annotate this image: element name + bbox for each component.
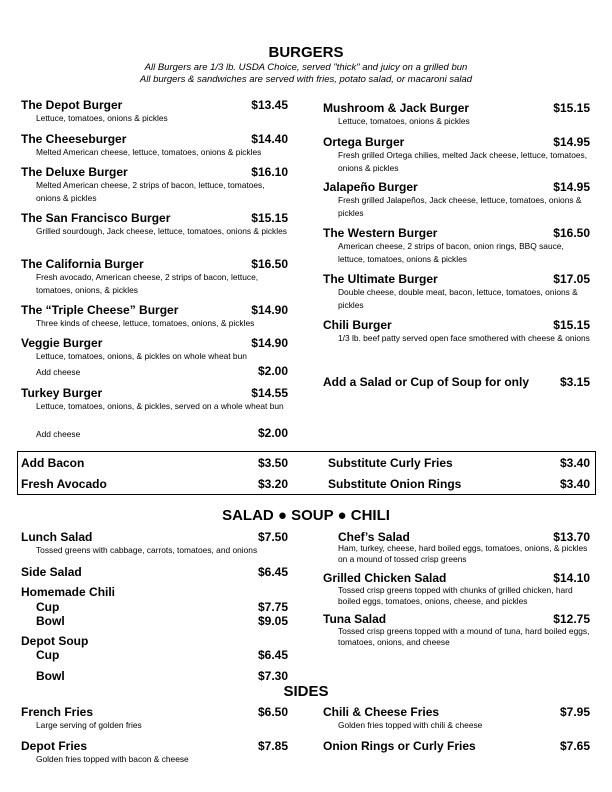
item-price: $14.55 <box>251 386 288 400</box>
item-name: Chili & Cheese Fries <box>323 705 440 719</box>
item-price: $17.05 <box>553 272 590 286</box>
addon-label: Add cheese <box>36 429 81 439</box>
item-name: Turkey Burger <box>21 386 103 400</box>
item-description: Three kinds of cheese, lettuce, tomatoes, onions, & pickles <box>36 318 255 328</box>
item-name: Grilled Chicken Salad <box>323 571 447 585</box>
item-price: $16.10 <box>251 165 288 179</box>
item-description: Melted American cheese, 2 strips of bacon, lettuce, tomatoes, onions & pickles <box>36 180 265 203</box>
item-description: Large serving of golden fries <box>36 720 142 730</box>
item-description: Tossed crisp greens topped with a mound of tuna, hard boiled eggs, tomatoes, onions, and cheese <box>338 626 590 647</box>
item-name: The Western Burger <box>323 226 438 240</box>
item-price: $13.45 <box>251 98 288 112</box>
item-description: American cheese, 2 strips of bacon, onion rings, BBQ sauce, lettuce, tomatoes, onions & pickles <box>338 241 564 264</box>
item-price: $15.15 <box>251 211 288 225</box>
item-price: $14.40 <box>251 132 288 146</box>
item-price: $16.50 <box>251 257 288 271</box>
item-name: Homemade Chili <box>21 585 116 599</box>
item-price: $7.65 <box>559 739 590 753</box>
extra-name: Add Bacon <box>21 456 85 470</box>
item-description: Lettuce, tomatoes, onions & pickles <box>36 113 168 123</box>
item-description: Melted American cheese, lettuce, tomatoes, onions & pickles <box>36 147 262 157</box>
item-price: $6.45 <box>257 565 288 579</box>
item-description: 1/3 lb. beef patty served open face smothered with cheese & onions <box>338 333 590 343</box>
item-size: Bowl <box>36 669 65 683</box>
item-price: $6.45 <box>257 648 288 662</box>
extra-name: Substitute Curly Fries <box>328 456 453 470</box>
extra-price: $3.40 <box>559 477 590 491</box>
item-name: Tuna Salad <box>323 612 387 626</box>
item-name: Mushroom & Jack Burger <box>323 101 470 115</box>
extra-name: Substitute Onion Rings <box>328 477 462 491</box>
item-price: $14.10 <box>553 571 590 585</box>
item-description: Golden fries topped with chili & cheese <box>338 720 483 730</box>
item-description: Golden fries topped with bacon & cheese <box>36 754 189 764</box>
item-price: $7.50 <box>257 530 288 544</box>
burgers-note-1: All Burgers are 1/3 lb. USDA Choice, served "thick" and juicy on a grilled bun <box>144 62 468 73</box>
extra-name: Fresh Avocado <box>21 477 107 491</box>
item-price: $12.75 <box>553 612 590 626</box>
item-description: Tossed greens with cabbage, carrots, tomatoes, and onions <box>36 545 258 555</box>
addon-price: $2.00 <box>257 364 288 378</box>
item-description: Grilled sourdough, Jack cheese, lettuce, tomatoes, onions & pickles <box>36 226 287 236</box>
item-name: The Cheeseburger <box>21 132 127 146</box>
addon-price: $2.00 <box>257 426 288 440</box>
item-name: Chili Burger <box>323 318 392 332</box>
burgers-note-2: All burgers & sandwiches are served with fries, potato salad, or macaroni salad <box>139 74 473 85</box>
item-size: Cup <box>36 648 60 662</box>
item-price: $7.75 <box>257 600 288 614</box>
item-name: Lunch Salad <box>21 530 93 544</box>
item-name: Onion Rings or Curly Fries <box>323 739 476 753</box>
item-price: $13.70 <box>553 530 590 544</box>
extra-price: $3.40 <box>559 456 590 470</box>
item-price: $7.30 <box>257 669 288 683</box>
item-price: $9.05 <box>257 614 288 628</box>
item-price: $14.90 <box>251 303 288 317</box>
item-description: Fresh grilled Jalapeños, Jack cheese, lettuce, tomatoes, onions & pickles <box>338 195 582 218</box>
item-name: The California Burger <box>21 257 144 271</box>
item-name: Depot Soup <box>21 634 89 648</box>
item-price: $15.15 <box>553 101 590 115</box>
item-price: $7.95 <box>559 705 590 719</box>
addon-label: Add cheese <box>36 367 81 377</box>
item-price: $16.50 <box>553 226 590 240</box>
item-price: $7.85 <box>257 739 288 753</box>
item-name: The Ultimate Burger <box>323 272 438 286</box>
item-description: Lettuce, tomatoes, onions, & pickles on whole wheat bun <box>36 351 247 361</box>
item-name: Side Salad <box>21 565 82 579</box>
item-price: $15.15 <box>553 318 590 332</box>
addon-price: $3.15 <box>559 375 590 389</box>
item-description: Lettuce, tomatoes, onions & pickles <box>338 116 470 126</box>
item-name: The Deluxe Burger <box>21 165 128 179</box>
item-price: $14.95 <box>553 180 590 194</box>
extra-price: $3.50 <box>257 456 288 470</box>
item-name: Depot Fries <box>21 739 88 753</box>
item-price: $6.50 <box>257 705 288 719</box>
item-description: Lettuce, tomatoes, onions, & pickles, served on a whole wheat bun <box>36 401 284 411</box>
item-description: Fresh avocado, American cheese, 2 strips of bacon, lettuce, tomatoes, onions, & pickles <box>36 272 259 295</box>
item-name: French Fries <box>21 705 94 719</box>
item-price: $14.90 <box>251 336 288 350</box>
item-description: Ham, turkey, cheese, hard boiled eggs, tomatoes, onions, & pickles on a mound of tossed crisp greens <box>338 543 588 564</box>
item-description: Double cheese, double meat, bacon, lettuce, tomatoes, onions & pickles <box>338 287 578 310</box>
sides-title: SIDES <box>283 683 329 700</box>
item-name: The San Francisco Burger <box>21 211 171 225</box>
item-name: The Depot Burger <box>21 98 123 112</box>
item-name: Jalapeño Burger <box>323 180 418 194</box>
item-size: Bowl <box>36 614 65 628</box>
item-name: Veggie Burger <box>21 336 103 350</box>
burgers-title: BURGERS <box>268 44 344 61</box>
item-name: Chef’s Salad <box>338 530 410 544</box>
item-description: Tossed crisp greens topped with chunks of grilled chicken, hard boiled eggs, tomatoes, onions, cheese, and pickles <box>338 585 573 606</box>
item-size: Cup <box>36 600 60 614</box>
item-name: The “Triple Cheese” Burger <box>21 303 179 317</box>
addon-label: Add a Salad or Cup of Soup for only <box>323 375 529 389</box>
extra-price: $3.20 <box>257 477 288 491</box>
item-price: $14.95 <box>553 135 590 149</box>
item-description: Fresh grilled Ortega chilies, melted Jack cheese, lettuce, tomatoes, onions & pickles <box>338 150 588 173</box>
salad-title: SALAD ● SOUP ● CHILI <box>222 507 390 524</box>
item-name: Ortega Burger <box>323 135 405 149</box>
